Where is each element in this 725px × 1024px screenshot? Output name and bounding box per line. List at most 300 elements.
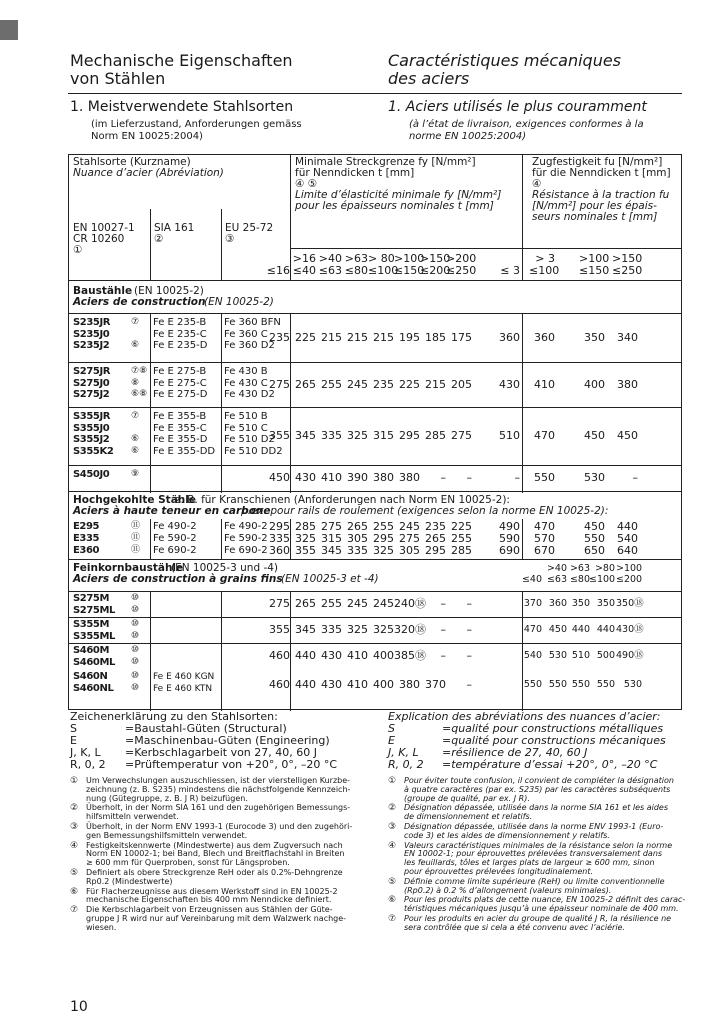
eu-designation: Fe 510 C [224,422,268,434]
eu-designation: Fe 360 D2 [224,340,275,351]
tensile-value: 350 [571,598,590,609]
tensile-heading: Zugfestigkeit fu [N/mm²] [532,156,663,168]
yield-value: 345 [321,544,342,557]
eu-designation: Fe 430 C [224,377,268,389]
yield-value: 335 [347,544,368,557]
title-rule [68,93,682,94]
footnote-text: (groupe de qualité, par ex. J R). [404,793,530,803]
sia-designation: Fe E 275-B [153,366,207,377]
tensile-value: 360 [499,330,520,344]
row-divider [69,559,681,560]
yield-value: 460 [269,649,290,662]
fine-col-from: >63 [569,563,590,574]
sia-designation: Fe E 235-B [153,317,207,328]
group-desc-de: z. B. für Kranschienen (Anforderungen nach Norm EN 10025-2): [175,494,510,506]
yield-value: 225 [399,377,420,391]
tensile-value: 550 [534,471,555,484]
tensile-value: 350 [584,330,605,344]
grade-name: E335 [73,533,100,544]
row-divider [69,491,681,492]
legend-value: =qualité pour constructions mécaniques [442,734,666,747]
footnote-text: Désignation dépassée, utilisée dans la norme ENV 1993-1 (Euro- [404,822,664,831]
eu-designation: Fe 360 C [224,328,268,340]
sia-designation: Fe 590-2 [153,533,197,544]
yield-value: 245 [373,597,394,610]
grade-name: S235J0 [73,328,110,340]
legend-key: S [388,722,395,735]
grade-name: S460NL [73,683,114,694]
yield-value: 255 [321,377,342,391]
grade-name: S355JR [73,411,111,422]
column-divider [522,519,523,559]
group-title-de: Baustähle [73,285,133,297]
yield-value: – [440,471,446,484]
grade-name: S275J2 [73,389,110,400]
legend-key: J, K, L [70,746,101,759]
grade-note: ⑩ [131,593,140,603]
footnote-text: Festigkeitskennwerte (Mindestwerte) aus dem Zugversuch nach [86,840,343,850]
title-de: Mechanische Eigenschaften von Stählen [70,51,293,88]
tensile-value: 470 [534,520,555,533]
grade-name: S355K2 [73,445,114,457]
footnote-marker: ④ [388,840,397,851]
fine-col-from: >80 [594,563,615,574]
footnote-text: pour éprouvettes prélevées longitudinalement. [404,867,593,876]
sia-designation: Fe 490-2 [153,521,197,532]
yield-value: 235 [373,377,394,391]
fine-col-from: >100 [616,563,643,574]
sia-heading: SIA 161 [154,222,195,234]
row-divider [69,643,681,644]
yield-value: 325 [373,544,394,557]
row-divider [69,313,681,314]
footnote-text: code 3) et les aides de dimensionnement y relatifs. [404,830,610,840]
eu-designation: Fe 510 B [224,411,268,422]
yield-col-from: >200 [446,252,477,265]
yield-heading: Limite d’élasticité minimale fy [N/mm²] [295,189,502,201]
tensile-value: 450 [584,520,605,533]
fine-col-to: ≤80 [569,574,590,585]
group-desc-fr: p.ex. pour rails de roulement (exigences selon la norme EN 10025-2): [241,505,609,517]
yield-value: 215 [347,330,368,344]
yield-value: – [440,649,446,662]
yield-col-from: > 80 [368,252,395,265]
grade-name: S235JR [73,317,111,328]
title-fr: Caractéristiques mécaniques des aciers [388,51,622,88]
fine-col-from: >40 [546,563,567,574]
tensile-value: 350 [596,598,615,609]
footnote-marker: ② [388,803,397,814]
yield-value: 295 [425,544,446,557]
footnote-text: Pour les produits plats de cette nuance, EN 10025-2 définit des carac- [404,895,686,905]
tensile-value: 470 [523,624,542,635]
legend-key: J, K, L [388,746,419,759]
yield-value: 335 [321,623,342,636]
legend-key: S [70,722,77,735]
yield-value: 285 [451,544,472,557]
footnote-text: Désignation dépassée, utilisée dans la norme SIA 161 et les aides [404,803,669,813]
yield-col-from: >63 [344,252,368,265]
grade-note: ⑩ [131,683,140,693]
footnote-text: à quatre caractères (par ex. S235) par les caractères subséquents [404,784,671,794]
tensile-value: 340 [617,330,638,344]
grade-note: ⑩ [131,671,140,681]
footnote-text: gruppe J R wird nur auf Vereinbarung mit dem Walzwerk nachge- [86,914,347,923]
tensile-col-from: >150 [612,252,643,265]
group-norm-fr: (EN 10025-2) [204,296,274,308]
footnote-text: téristiques mécaniques jusqu’à une épaisseur nominale de 400 mm. [404,904,679,914]
tensile-heading: für die Nenndicken t [mm] [532,167,671,179]
tensile-value: 410 [534,377,555,391]
tensile-heading: ④ [532,178,542,190]
yield-value: 390 [347,471,368,484]
en-heading: ① [73,244,83,256]
tensile-col-to: ≤100 [529,264,560,277]
tensile-value: 640 [617,544,638,557]
grade-name: E295 [73,521,100,532]
yield-value: 195 [399,330,420,344]
eu-designation: Fe 510 DD2 [224,445,283,457]
footnote-text: Norm EN 10002-1; bei Band, Blech und Breitflachstahl in Breiten [86,849,345,859]
footnote-text: EN 10002-1; pour éprouvettes prélevées transversalement dans [404,849,663,859]
group-title-fr: Aciers de construction à grains fins [73,573,283,585]
tensile-value: 510 [499,429,520,442]
tensile-value: 690 [499,544,520,557]
grade-note: ⑩ [131,645,140,655]
legend-value: =Kerbschlagarbeit von 27, 40, 60 J [125,746,317,759]
tensile-value: 430 [499,377,520,391]
footnote-text: sera contrôlée que si cela a été convenu avec l’aciérie. [404,922,626,932]
yield-value: – [466,471,472,484]
yield-value: 255 [373,520,394,533]
sia-designation: Fe E 460 KTN [153,684,213,694]
sia-designation: Fe 690-2 [153,545,197,556]
legend-value: =Prüftemperatur von +20°, 0°, –20 °C [125,758,338,771]
footnote-text: gen Bemessungshilfsmitteln verwendet. [86,830,248,840]
footnote-text: Pour éviter toute confusion, il convient de compléter la désignation [404,776,674,785]
yield-value: 255 [451,532,472,545]
footnote-text: les feuillards, tôles et larges plats de largeur ≥ 600 mm, sinon [404,858,655,868]
footnote-text: ≥ 600 mm für Querproben, sonst für Längsproben. [86,858,290,868]
legend-key: R, 0, 2 [388,758,424,771]
tensile-value: 590 [499,532,520,545]
footnote-text: wiesen. [86,922,117,932]
eu-designation: Fe 430 D2 [224,389,275,400]
yield-value: 205 [451,377,472,391]
footnote-marker: ⑦ [70,905,79,916]
yield-value: 320⑱ [394,623,426,636]
yield-heading: ④ ⑤ [295,178,318,190]
yield-value: 305 [399,544,420,557]
fine-col-to: ≤40 [521,574,542,585]
column-divider [150,519,151,559]
tensile-value: 650 [584,544,605,557]
legend-value: =Baustahl-Güten (Structural) [125,722,287,735]
yield-value: – [466,677,472,691]
yield-heading: für Nenndicken t [mm] [295,167,415,179]
eu-heading: ③ [225,233,235,245]
tensile-value: 490 [499,520,520,533]
yield-value: 275 [321,520,342,533]
grade-name: E360 [73,545,100,556]
yield-value: 265 [347,520,368,533]
grade-note: ⑩ [131,619,140,629]
grade-note: ⑨ [131,469,140,479]
corner-marker [0,20,18,40]
grade-note: ⑪ [131,521,141,531]
legend-value: =température d’essai +20°, 0°, –20 °C [442,758,658,771]
tensile-value: 550 [548,678,567,690]
row-divider [69,591,681,592]
footnote-text: Überholt, in der Norm SIA 161 und den zugehörigen Bemessungs- [86,803,351,813]
footnote-text: Für Flacherzeugnisse aus diesem Werkstoff sind in EN 10025-2 [86,886,338,896]
tensile-value: 540 [523,650,542,661]
yield-value: 255 [321,597,342,610]
yield-value: 315 [373,429,394,442]
grade-name: S355ML [73,631,115,642]
grade-note: ⑪ [131,545,141,555]
yield-col-to: ≤250 [446,264,477,277]
tensile-value: – [514,471,520,484]
tensile-value: 570 [534,532,555,545]
yield-value: 245 [399,520,420,533]
footnote-text: Définie comme limite supérieure (ReH) ou limite conventionnelle [404,876,665,886]
yield-value: 460 [269,677,290,691]
tensile-value: 510 [571,650,590,661]
yield-value: 315 [321,532,342,545]
yield-value: 355 [295,544,316,557]
footnote-text: Definiert als obere Streckgrenze ReH oder als 0.2%-Dehngrenze [86,868,343,877]
tensile-heading: seurs nominales t [mm] [532,211,658,223]
column-divider [522,313,523,493]
footnote-text: Um Verwechslungen auszuschliessen, ist der vierstelligen Kurzbe- [86,776,351,785]
tensile-value: 440 [617,520,638,533]
yield-value: 345 [295,623,316,636]
yield-value: 240⑱ [394,597,426,610]
footnote-marker: ① [388,776,397,786]
tensile-value: 400 [584,377,605,391]
yield-value: 360 [269,544,290,557]
section-note-fr: (à l’état de livraison, exigences conformes à la norme EN 10025:2004) [409,119,644,142]
grade-note: ⑦⑧ [131,366,148,376]
yield-value: 175 [451,330,472,344]
grade-name: S275ML [73,605,115,616]
tensile-value: 550 [596,678,615,690]
yield-value: 225 [295,330,316,344]
column-divider [290,313,291,493]
grade-name: S275JR [73,366,111,377]
column-divider [522,591,523,711]
group-title-de: Hochgekohlte Stähle [73,494,196,506]
yield-value: 295 [399,429,420,442]
footnote-text: Pour les produits en acier du groupe de qualité J R, la résilience ne [404,914,672,923]
footnote-text: de dimensionnement et relatifs. [404,812,533,822]
sia-designation: Fe E 355-B [153,411,207,422]
yield-value: 430 [295,471,316,484]
yield-value: – [440,623,446,636]
yield-value: 285 [295,520,316,533]
grade-note: ⑥ [131,434,140,444]
column-divider [290,519,291,559]
eu-designation: Fe 490-2 [224,521,268,532]
sia-designation: Fe E 355-D [153,434,208,445]
tensile-value: 540 [617,532,638,545]
yield-col-to: ≤150 [394,264,425,277]
yield-value: 215 [373,330,394,344]
column-divider [150,313,151,493]
group-title-de: Feinkornbaustähle [73,562,184,574]
yield-value: 235 [425,520,446,533]
yield-value: 215 [321,330,342,344]
yield-value: 225 [451,520,472,533]
yield-value: 380 [399,471,420,484]
row-divider [290,248,681,249]
footnote-text: Überholt, in der Norm ENV 1993-1 (Eurocode 3) und den zugehöri- [86,822,353,831]
column-divider [290,155,291,280]
yield-heading: Minimale Streckgrenze fy [N/mm²] [295,156,476,168]
tensile-value: 550 [523,678,542,690]
tensile-value: 350⑱ [616,598,644,609]
tensile-col-from: > 3 [535,252,555,265]
grade-note: ⑪ [131,533,141,543]
column-divider [221,591,222,711]
legend-value: =qualité pour constructions métalliques [442,722,664,735]
yield-value: 430 [321,649,342,662]
grade-note: ⑩ [131,631,140,641]
en-heading: CR 10260 [73,233,125,245]
yield-value: 245 [347,377,368,391]
eu-designation: Fe 510 D2 [224,434,275,445]
yield-value: 440 [295,649,316,662]
yield-value: 285 [425,429,446,442]
page-number: 10 [70,999,88,1015]
yield-value: 440 [295,677,316,691]
yield-value: 275 [399,532,420,545]
grade-name: S460N [73,671,108,682]
tensile-col-to: ≤150 [579,264,610,277]
section-note-de: (im Lieferzustand, Anforderungen gemäss Norm EN 10025:2004) [91,119,302,142]
grade-note: ⑧ [131,377,140,388]
tensile-value: 450 [584,429,605,442]
yield-value: 275 [269,597,290,610]
yield-col-from: >100 [394,252,425,265]
eu-designation: Fe 360 BFN [224,317,281,328]
yield-value: – [466,649,472,662]
yield-value: 450 [269,471,290,484]
yield-col-from: >16 [292,252,316,265]
grade-name: S355J0 [73,422,110,434]
legend-key: R, 0, 2 [70,758,106,771]
tensile-value: – [632,471,638,484]
column-divider [150,591,151,711]
yield-value: 410 [321,471,342,484]
sia-designation: Fe E 275-C [153,377,207,389]
sia-designation: Fe E 235-C [153,328,207,340]
yield-col-to: ≤100 [368,264,399,277]
sia-designation: Fe E 235-D [153,340,208,351]
eu-heading: EU 25-72 [225,222,274,234]
yield-col-to: ≤40 [292,264,316,277]
tensile-value: 370 [523,598,542,609]
row-divider [69,362,681,363]
group-norm-de: (EN 10025-2) [134,285,204,297]
yield-value: 370 [425,677,446,691]
tensile-value: 360 [534,330,555,344]
group-norm-fr: (EN 10025-3 et -4) [281,573,379,585]
yield-value: 265 [295,377,316,391]
footnote-marker: ④ [70,840,79,851]
tensile-value: 670 [534,544,555,557]
footnote-marker: ⑥ [70,886,79,897]
tensile-value: 430⑱ [616,624,644,635]
column-divider [290,591,291,711]
footnote-marker: ③ [388,822,397,832]
yield-value: 400 [373,649,394,662]
yield-value: 400 [373,677,394,691]
yield-value: 325 [347,429,368,442]
steel-properties-table [68,154,682,710]
yield-value: 325 [373,623,394,636]
row-divider [69,465,681,466]
tensile-value: 360 [548,598,567,609]
grade-heading-fr: Nuance d’acier (Abréviation) [73,167,224,179]
section-heading-de: 1. Meistverwendete Stahlsorten [70,99,294,115]
row-divider [69,617,681,618]
yield-value: 275 [451,429,472,442]
yield-col-to: ≤200 [420,264,451,277]
yield-value: 410 [347,677,368,691]
footnote-text: hilfsmitteln verwendet. [86,812,179,822]
tensile-value: 530 [548,650,567,661]
eu-designation: Fe 590-2 [224,533,268,544]
tensile-value: 550 [584,532,605,545]
yield-value: 335 [269,532,290,545]
footnote-marker: ⑥ [388,895,397,906]
tensile-value: 440 [596,624,615,635]
tensile-value: 380 [617,377,638,391]
row-divider [69,280,681,281]
yield-col-to: ≤16 [266,264,290,277]
yield-value: – [466,597,472,610]
tensile-value: 500 [596,650,615,661]
tensile-value: 470 [534,429,555,442]
grade-note: ⑥ [131,340,140,350]
grade-name: S355M [73,619,110,630]
grade-note: ⑩ [131,605,140,615]
tensile-col-from: >100 [579,252,610,265]
yield-value: 265 [425,532,446,545]
yield-value: 345 [295,429,316,442]
grade-name: S355J2 [73,434,110,445]
grade-name: S275M [73,593,110,604]
group-title-fr: Aciers à haute teneur en carbone [73,505,271,517]
sia-heading: ② [154,233,164,245]
footnote-text: Die Kerbschlagarbeit von Erzeugnissen aus Stählen der Güte- [86,905,333,915]
tensile-value: 450 [617,429,638,442]
grade-note: ⑥⑧ [131,389,148,399]
footnote-marker: ② [70,803,79,814]
column-divider [221,209,222,280]
footnote-marker: ① [70,776,79,786]
legend-title-de: Zeichenerklärung zu den Stahlsorten: [70,710,278,723]
yield-heading: pour les épaisseurs nominales t [mm] [295,200,494,212]
footnote-text: zeichnung (z. B. S235) mindestens die nächstfolgende Kennzeich- [86,784,351,794]
fine-col-to: ≤200 [616,574,643,585]
fine-col-to: ≤100 [589,574,616,585]
yield-value: 355 [269,623,290,636]
sia-designation: Fe E 460 KGN [153,672,215,682]
legend-title-fr: Explication des abréviations des nuances d’acier: [388,710,661,723]
